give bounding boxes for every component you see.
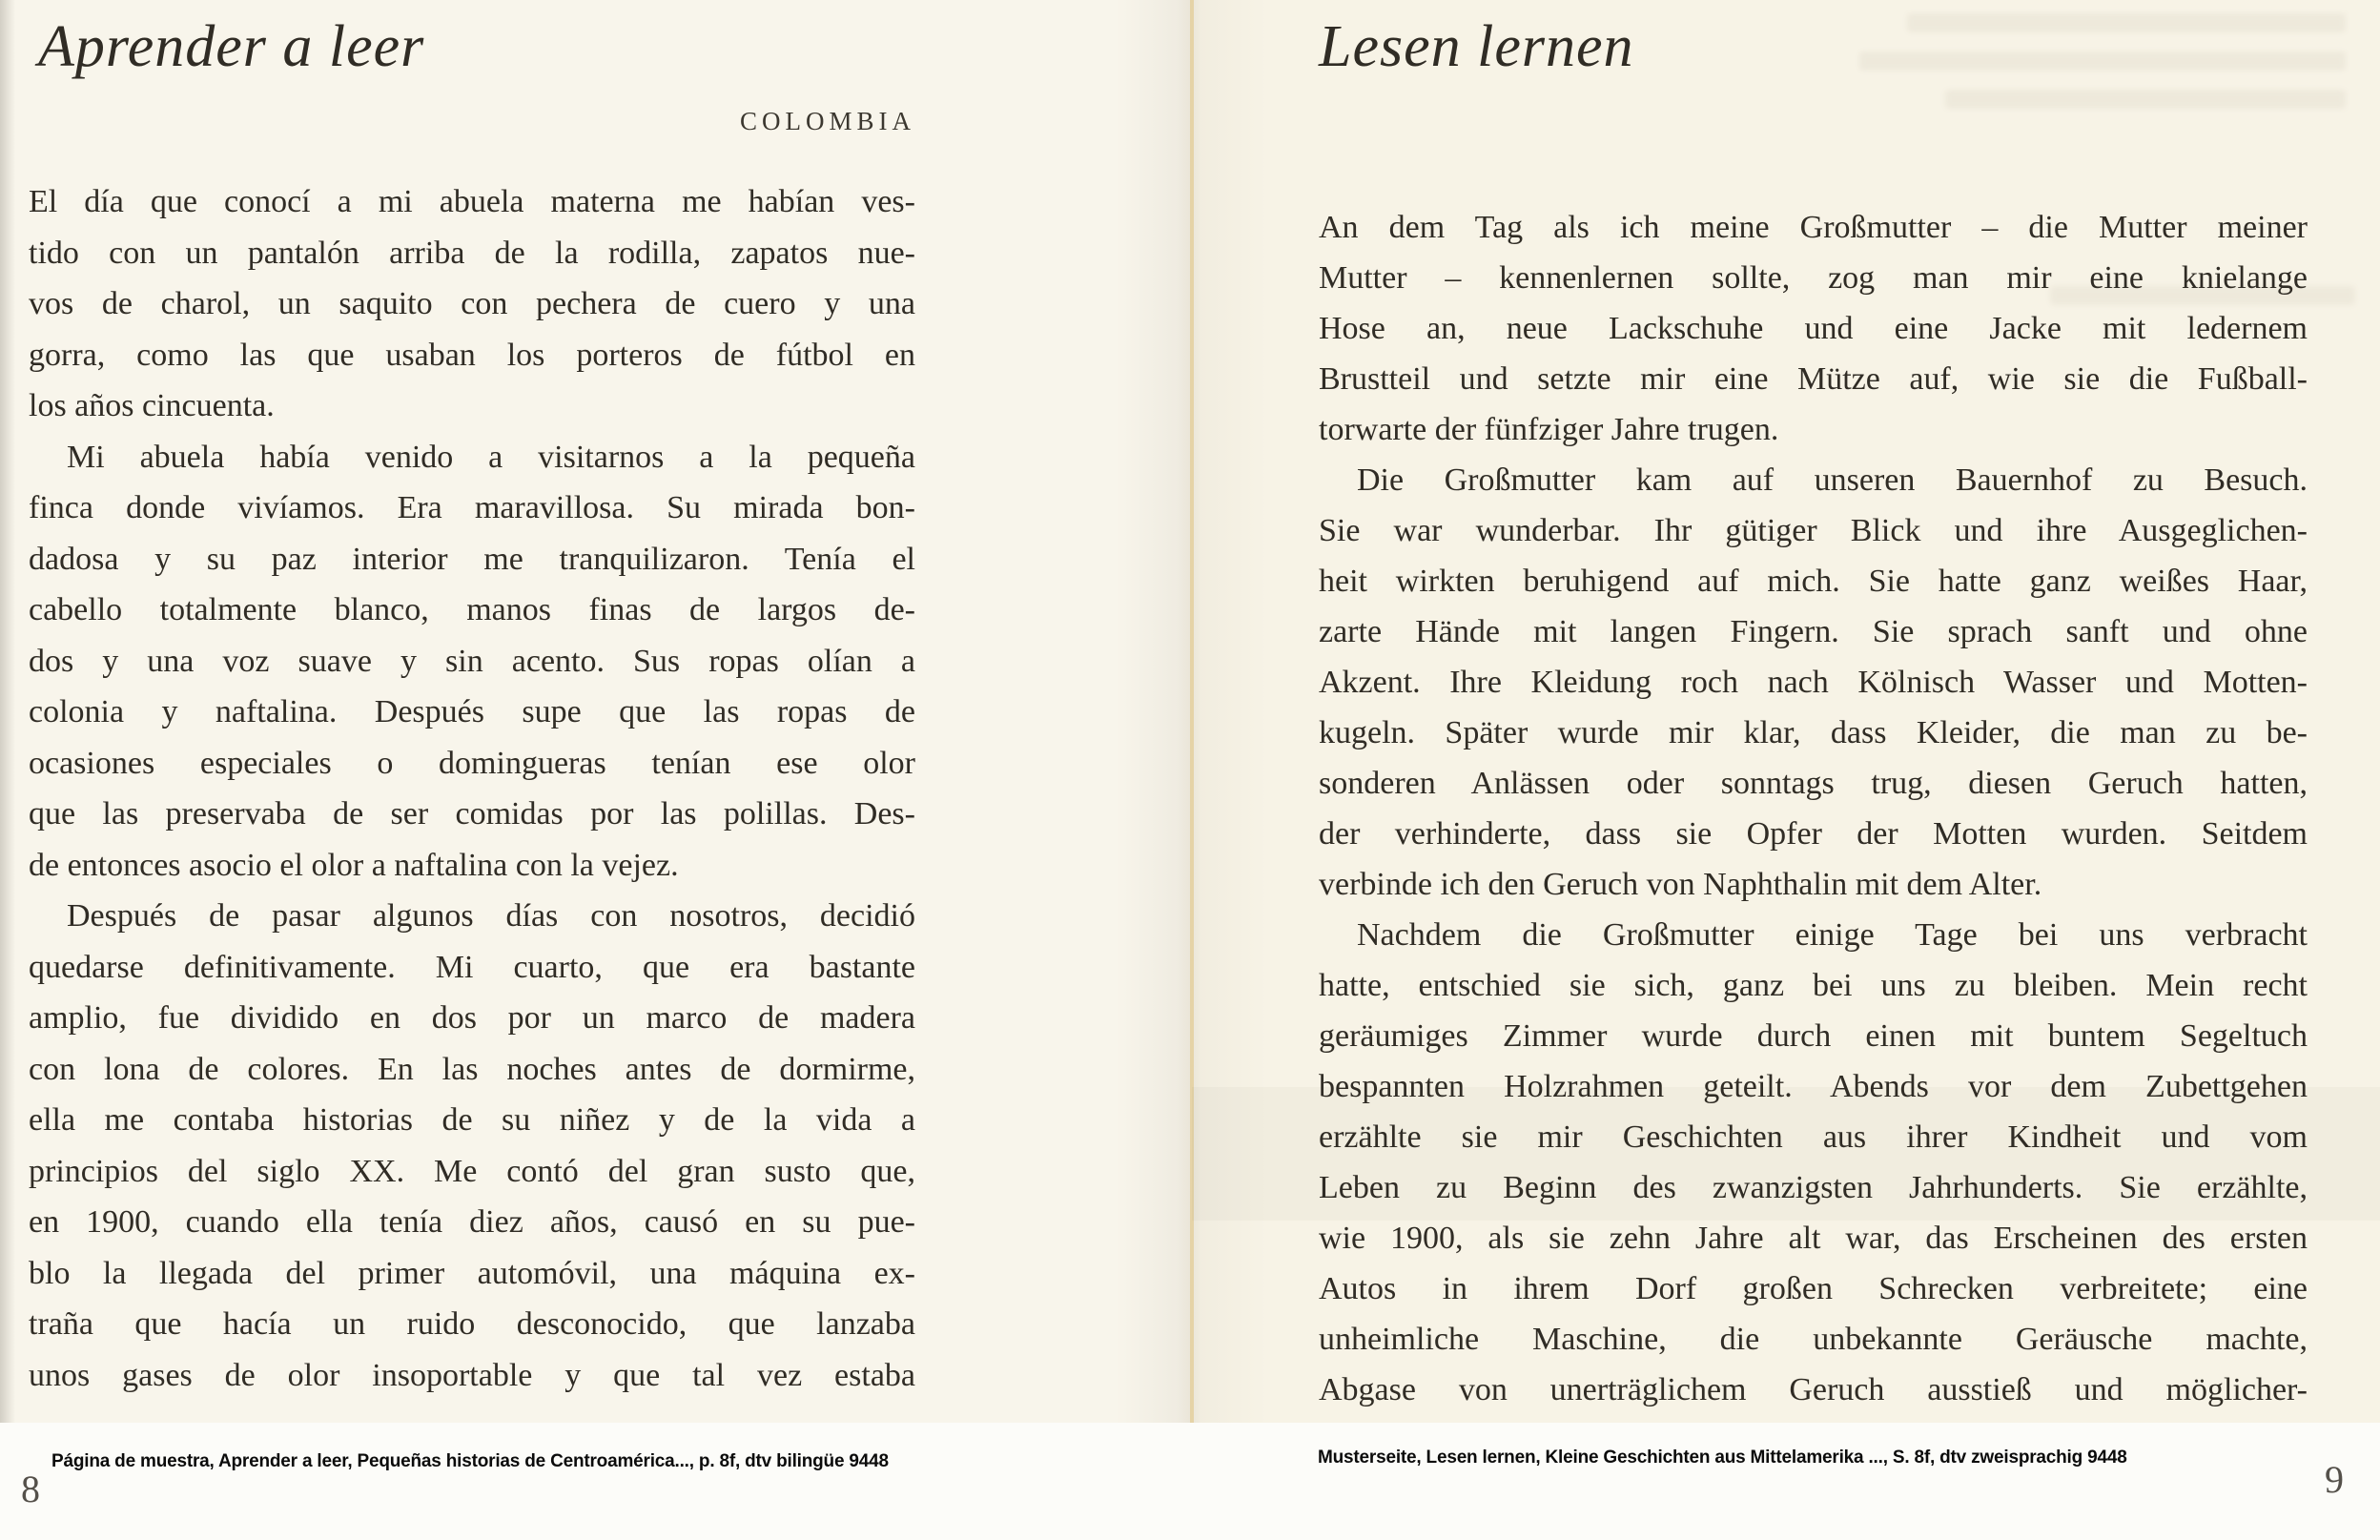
left-page-body (29, 176, 915, 1401)
text-line: unheimliche Maschine, die unbekannte Geräusche machte, (1319, 1322, 2308, 1357)
text-line: Akzent. Ihre Kleidung roch nach Kölnisch Wasser und Motten- (1319, 665, 2308, 700)
text-line: con lona de colores. En las noches antes de dormirme, (29, 1051, 915, 1087)
bleed-through-mark (1907, 13, 2346, 32)
text-line: finca donde vivíamos. Era maravillosa. Su mirada bon- (29, 490, 915, 525)
text-line: hatte, entschied sie sich, ganz bei uns zu bleiben. Mein recht (1319, 968, 2308, 1003)
paragraph (29, 891, 915, 1401)
text-line: dos y una voz suave y sin acento. Sus ropas olían a (29, 643, 915, 679)
text-line: An dem Tag als ich meine Großmutter – die Mutter meiner (1319, 210, 2308, 245)
page-edge-shadow (0, 0, 15, 1423)
text-line: ella me contaba historias de su niñez y de la vida a (29, 1102, 915, 1138)
text-line: tido con un pantalón arriba de la rodilla, zapatos nue- (29, 235, 915, 271)
text-line: gorra, como las que usaban los porteros de fútbol en (29, 337, 915, 373)
right-page-caption: Musterseite, Lesen lernen, Kleine Geschichten aus Mittelamerika ..., S. 8f, dtv zweisprachig 9448 (1318, 1448, 2127, 1468)
text-line: que las preservaba de ser comidas por las polillas. Des- (29, 796, 915, 832)
left-page (0, 0, 1192, 1423)
text-line: bespannten Holzrahmen geteilt. Abends vor dem Zubettgehen (1319, 1069, 2308, 1104)
text-line: cabello totalmente blanco, manos finas de largos de- (29, 592, 915, 627)
right-page-number: 9 (2325, 1458, 2344, 1501)
paragraph (29, 432, 915, 892)
text-line: wie 1900, als sie zehn Jahre alt war, das Erscheinen des ersten (1319, 1221, 2308, 1256)
text-line: principios del siglo XX. Me contó del gran susto que, (29, 1153, 915, 1189)
text-line: kugeln. Später wurde mir klar, dass Kleider, die man zu be- (1319, 715, 2308, 750)
text-line: Autos in ihrem Dorf großen Schrecken verbreitete; eine (1319, 1271, 2308, 1306)
text-line: Nachdem die Großmutter einige Tage bei uns verbracht (1357, 917, 2308, 953)
left-page-caption: Página de muestra, Aprender a leer, Pequeñas historias de Centroamérica..., p. 8f, dtv bilingüe 9448 (51, 1451, 889, 1471)
text-line: Brustteil und setzte mir eine Mütze auf, wie sie die Fußball- (1319, 361, 2308, 397)
text-line: amplio, fue dividido en dos por un marco de madera (29, 1000, 915, 1036)
text-line: Hose an, neue Lackschuhe und eine Jacke mit ledernem (1319, 311, 2308, 346)
text-line: geräumiges Zimmer wurde durch einen mit buntem Segeltuch (1319, 1018, 2308, 1054)
text-line: sonderen Anlässen oder sonntags trug, diesen Geruch hatten, (1319, 766, 2308, 801)
text-line: Die Großmutter kam auf unseren Bauernhof zu Besuch. (1357, 462, 2308, 498)
text-line: blo la llegada del primer automóvil, una máquina ex- (29, 1255, 915, 1291)
right-page-title: Lesen lernen (1319, 14, 1634, 79)
bleed-through-mark (1945, 90, 2346, 109)
text-line: en 1900, cuando ella tenía diez años, causó en su pue- (29, 1204, 915, 1240)
text-line: El día que conocí a mi abuela materna me habían ves- (29, 184, 915, 219)
text-line: heit wirkten beruhigend auf mich. Sie hatte ganz weißes Haar, (1319, 564, 2308, 599)
text-line: de entonces asocio el olor a naftalina con la vejez. (29, 847, 679, 883)
text-line: zarte Hände mit langen Fingern. Sie sprach sanft und ohne (1319, 614, 2308, 649)
text-line: dadosa y su paz interior me tranquilizaron. Tenía el (29, 541, 915, 577)
scan-bottom-band (0, 1423, 2380, 1540)
paragraph (29, 176, 915, 432)
left-page-number: 8 (21, 1468, 40, 1510)
text-line: los años cincuenta. (29, 388, 275, 423)
text-line: erzählte sie mir Geschichten aus ihrer Kindheit und vom (1319, 1119, 2308, 1155)
text-line: colonia y naftalina. Después supe que las ropas de (29, 694, 915, 729)
paragraph (1319, 202, 2308, 455)
text-line: ocasiones especiales o domingueras tenían ese olor (29, 745, 915, 781)
text-line: Después de pasar algunos días con nosotros, decidió (67, 898, 915, 934)
text-line: Abgase von unerträglichem Geruch ausstieß und möglicher- (1319, 1372, 2308, 1407)
text-line: verbinde ich den Geruch von Naphthalin mit dem Alter. (1319, 867, 2042, 902)
text-line: traña que hacía un ruido desconocido, que lanzaba (29, 1306, 915, 1342)
country-label: COLOMBIA (739, 107, 915, 135)
text-line: Mi abuela había venido a visitarnos a la pequeña (67, 439, 915, 475)
bleed-through-mark (1859, 51, 2346, 71)
paragraph (1319, 910, 2308, 1415)
text-line: Mutter – kennenlernen sollte, zog man mir eine knielange (1319, 260, 2308, 296)
text-line: Sie war wunderbar. Ihr gütiger Blick und ihre Ausgeglichen- (1319, 513, 2308, 548)
text-line: der verhinderte, dass sie Opfer der Motten wurden. Seitdem (1319, 816, 2308, 852)
right-page (1192, 0, 2380, 1423)
text-line: torwarte der fünfziger Jahre trugen. (1319, 412, 1779, 447)
text-line: Leben zu Beginn des zwanzigsten Jahrhunderts. Sie erzählte, (1319, 1170, 2308, 1205)
text-line: unos gases de olor insoportable y que tal vez estaba (29, 1357, 915, 1393)
left-page-title: Aprender a leer (38, 14, 425, 79)
right-page-body (1319, 202, 2308, 1415)
text-line: quedarse definitivamente. Mi cuarto, que era bastante (29, 949, 915, 985)
text-line: vos de charol, un saquito con pechera de cuero y una (29, 286, 915, 321)
paragraph (1319, 455, 2308, 910)
